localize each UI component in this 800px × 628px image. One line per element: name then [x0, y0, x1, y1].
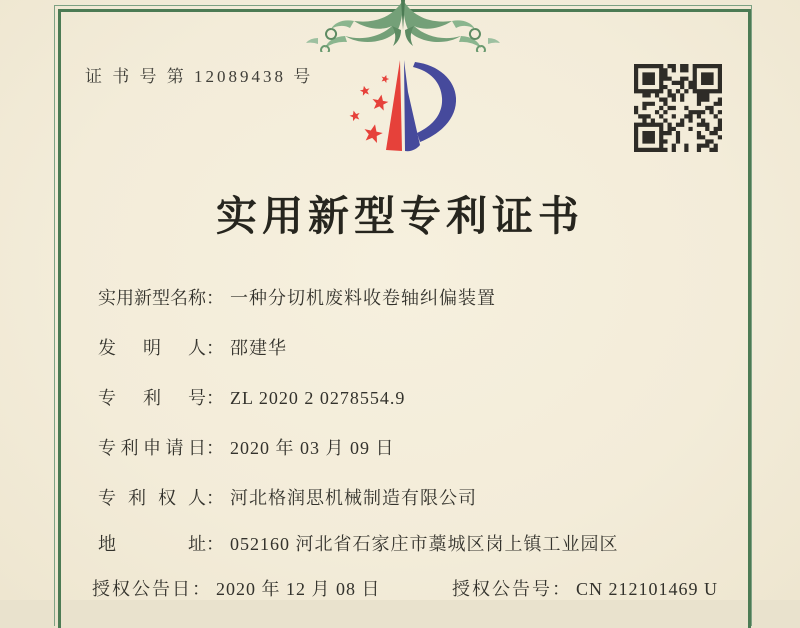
footer-grant-number	[452, 575, 718, 601]
field-value: 邵建华	[230, 338, 287, 358]
field-label: 专利权人	[98, 488, 206, 508]
field-colon: ：	[206, 488, 224, 508]
qr-code	[634, 64, 722, 152]
field-value: CN 212101469 U	[576, 579, 719, 599]
field-row-patent-no	[98, 384, 405, 410]
field-colon: ：	[192, 579, 210, 599]
field-row-address	[98, 530, 619, 556]
field-value: ZL 2020 2 0278554.9	[230, 388, 406, 408]
green-flourish-icon	[288, 0, 518, 52]
certificate-title: 实用新型专利证书	[216, 193, 584, 239]
field-value: 2020 年 03 月 09 日	[230, 438, 395, 458]
certificate-number: 证 书 号 第 12089438 号	[85, 67, 314, 86]
field-colon: ：	[206, 438, 224, 458]
field-label: 专利申请日	[98, 438, 206, 458]
field-colon: ：	[552, 579, 570, 599]
footer-grant-date	[92, 575, 381, 601]
field-colon: ：	[206, 288, 224, 308]
field-value: 一种分切机废料收卷轴纠偏装置	[230, 288, 496, 308]
field-value: 052160 河北省石家庄市藁城区岗上镇工业园区	[230, 534, 619, 554]
field-row-name	[98, 284, 496, 310]
field-colon: ：	[206, 534, 224, 554]
field-colon: ：	[206, 338, 224, 358]
field-label: 授权公告号	[452, 579, 552, 599]
field-label: 实用新型名称	[98, 288, 206, 308]
field-value: 2020 年 12 月 08 日	[216, 579, 381, 599]
cnipa-logo-icon	[338, 52, 456, 166]
field-label: 地址	[98, 534, 206, 554]
field-row-inventor	[98, 334, 287, 360]
field-row-patentee	[98, 484, 477, 510]
field-label: 授权公告日	[92, 579, 192, 599]
field-colon: ：	[206, 388, 224, 408]
field-row-filing-date	[98, 434, 395, 460]
field-label: 发明人	[98, 338, 206, 358]
field-label: 专利号	[98, 388, 206, 408]
field-value: 河北格润思机械制造有限公司	[230, 488, 477, 508]
